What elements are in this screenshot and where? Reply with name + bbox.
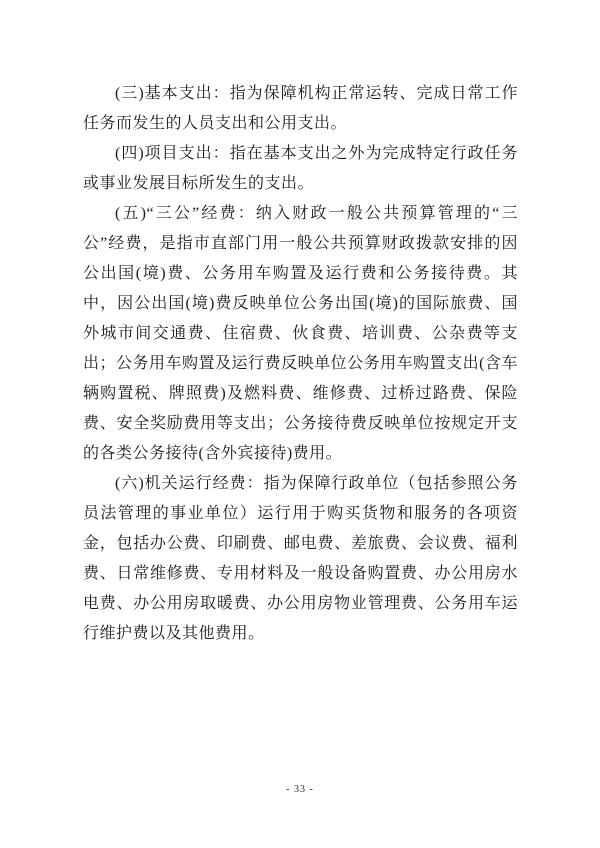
document-body xyxy=(83,79,518,649)
paragraph-project-expenditure: (四)项目支出：指在基本支出之外为完成特定行政任务或事业发展目标所发生的支出。 xyxy=(83,145,518,192)
paragraph-agency-operating-funds: (六)机关运行经费：指为保障行政单位（包括参照公务员法管理的事业单位）运行用于购买货物和服务的各项资金，包括办公费、印刷费、邮电费、差旅费、会议费、福利费、日常维修费、专用材料及一般设备购置费、办公用房水电费、办公用房取暖费、办公用房物业管理费、公务用车运行维护费以及其他费用。 xyxy=(83,475,518,642)
paragraph-three-public-funds: (五)“三公”经费：纳入财政一般公共预算管理的“三公”经费，是指市直部门用一般公共预算财政拨款安排的因公出国(境)费、公务用车购置及运行费和公务接待费。其中，因公出国(境)费反映单位公务出国(境)的国际旅费、国外城市间交通费、住宿费、伙食费、培训费、公杂费等支出；公务用车购置及运行费反映单位公务用车购置支出(含车辆购置税、牌照费)及燃料费、维修费、过桥过路费、保险费、安全奖励费用等支出；公务接待费反映单位按规定开支的各类公务接待(含外宾接待)费用。 xyxy=(83,205,518,462)
paragraph-basic-expenditure: (三)基本支出：指为保障机构正常运转、完成日常工作任务而发生的人员支出和公用支出。 xyxy=(83,85,518,132)
page-number: - 33 - xyxy=(286,784,314,795)
